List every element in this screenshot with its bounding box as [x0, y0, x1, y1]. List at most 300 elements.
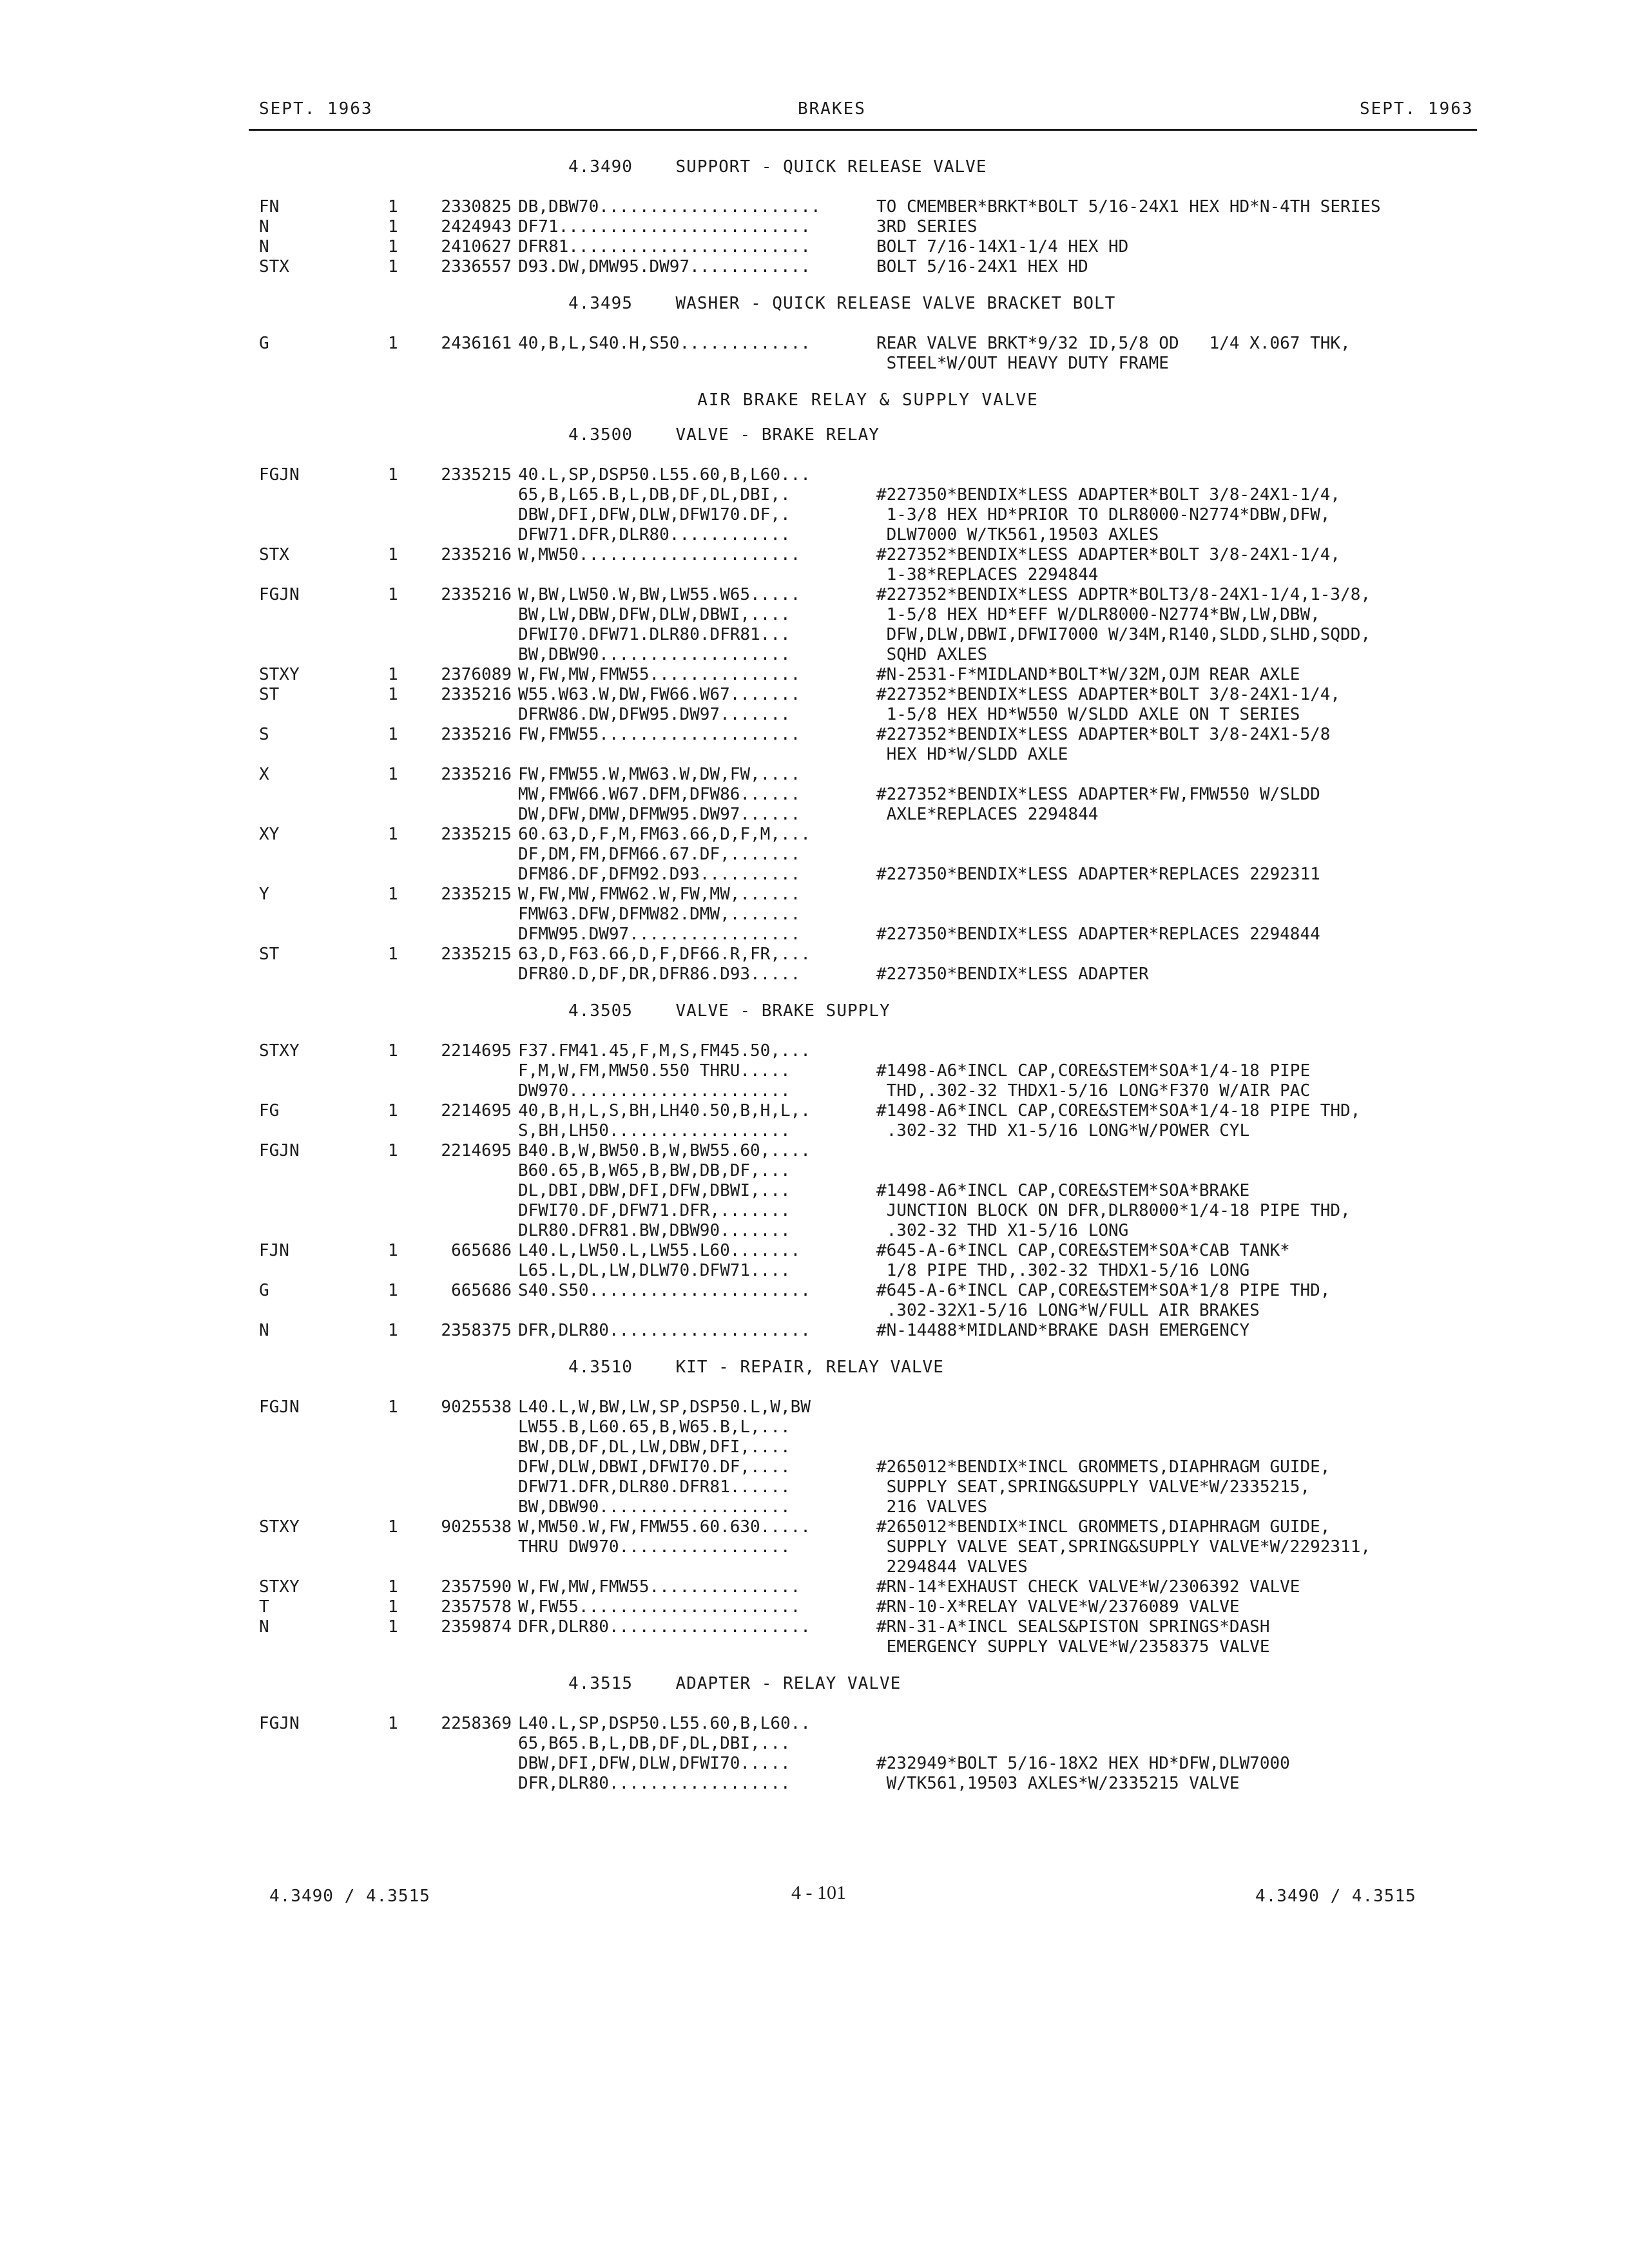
parts-entry: [259, 1617, 1477, 1657]
description-line: HEX HD*W/SLDD AXLE: [876, 745, 1068, 764]
model-line: BW,DB,DF,DL,LW,DBW,DFI,....: [518, 1437, 791, 1457]
section-spacer: [259, 985, 1477, 999]
model-list: [518, 685, 876, 725]
parts-entry: [259, 237, 1477, 257]
series-code: STXY: [259, 1517, 300, 1537]
description-line: 3RD SERIES: [876, 217, 978, 236]
part-description: [876, 825, 1476, 885]
series-code: STXY: [259, 665, 300, 684]
model-list: [518, 1398, 876, 1517]
model-line: DFMW95.DW97.................: [518, 925, 801, 944]
model-line: DFR80.D,DF,DR,DFR86.D93.....: [518, 965, 801, 984]
model-line: L40.L,W,BW,LW,SP,DSP50.L,W,BW: [518, 1398, 811, 1417]
quantity: 1: [388, 334, 398, 353]
model-line: LW55.B,L60.65,B,W65.B,L,...: [518, 1418, 791, 1437]
parts-listing: [259, 155, 1477, 1794]
header-rule: [249, 129, 1477, 131]
series-code: ST: [259, 685, 280, 704]
parts-entry: [259, 685, 1477, 725]
section-heading: 4.3515 ADAPTER - RELAY VALVE: [568, 1674, 901, 1693]
section-spacer: [259, 277, 1477, 291]
description-line: SUPPLY VALVE SEAT,SPRING&SUPPLY VALVE*W/2292311,: [876, 1537, 1371, 1557]
description-line: W/TK561,19503 AXLES*W/2335215 VALVE: [876, 1774, 1240, 1793]
parts-entry: [259, 665, 1477, 685]
part-description: [876, 1321, 1476, 1341]
series-code: T: [259, 1597, 269, 1617]
description-line: THD,.302-32 THDX1-5/16 LONG*F370 W/AIR PAC: [876, 1081, 1311, 1100]
part-number: 2436161: [441, 334, 512, 353]
part-description: [876, 1141, 1476, 1241]
model-line: BW,LW,DBW,DFW,DLW,DBWI,....: [518, 605, 791, 624]
series-code: FGJN: [259, 585, 300, 604]
section-heading: 4.3495 WASHER - QUICK RELEASE VALVE BRACKET BOLT: [568, 294, 1116, 313]
model-line: W,FW,MW,FMW55...............: [518, 1577, 801, 1597]
part-number: 2357578: [441, 1597, 512, 1617]
model-list: [518, 1041, 876, 1101]
section-heading: 4.3505 VALVE - BRAKE SUPPLY: [568, 1001, 891, 1021]
model-line: D93.DW,DMW95.DW97............: [518, 257, 811, 276]
part-number: 2335216: [441, 545, 512, 564]
parts-entry: [259, 945, 1477, 985]
description-line: #227350*BENDIX*LESS ADAPTER*REPLACES 2292311: [876, 865, 1320, 884]
part-description: [876, 1041, 1476, 1101]
model-line: B60.65,B,W65,B,BW,DB,DF,...: [518, 1161, 791, 1180]
part-number: 2214695: [441, 1141, 512, 1160]
part-description: [876, 257, 1476, 277]
description-line: #227350*BENDIX*LESS ADAPTER: [876, 965, 1149, 984]
model-line: DFWI70.DF,DFW71.DFR,.......: [518, 1201, 791, 1220]
series-code: FGJN: [259, 1714, 300, 1733]
part-number: 2258369: [441, 1714, 512, 1733]
description-line: SUPPLY SEAT,SPRING&SUPPLY VALVE*W/2335215,: [876, 1477, 1311, 1497]
part-number: 9025538: [441, 1517, 512, 1537]
quantity: 1: [388, 1714, 398, 1733]
part-number: 2335215: [441, 825, 512, 844]
model-line: W,FW,MW,FMW55...............: [518, 665, 801, 684]
parts-entry: [259, 1321, 1477, 1341]
description-line: STEEL*W/OUT HEAVY DUTY FRAME: [876, 354, 1169, 373]
model-line: DFR,DLR80....................: [518, 1617, 811, 1637]
part-description: [876, 545, 1476, 585]
model-line: 60.63,D,F,M,FM63.66,D,F,M,...: [518, 825, 811, 844]
description-line: #232949*BOLT 5/16-18X2 HEX HD*DFW,DLW7000: [876, 1754, 1290, 1773]
series-code: ST: [259, 945, 280, 964]
model-list: [518, 545, 876, 585]
parts-entry: [259, 1241, 1477, 1281]
parts-entry: [259, 217, 1477, 237]
model-line: 65,B65.B,L,DB,DF,DL,DBI,...: [518, 1734, 791, 1753]
description-line: #RN-14*EXHAUST CHECK VALVE*W/2306392 VALVE: [876, 1577, 1300, 1597]
parts-entry: [259, 1398, 1477, 1517]
part-description: [876, 1714, 1476, 1794]
model-line: BW,DBW90...................: [518, 645, 791, 664]
parts-entry: [259, 465, 1477, 545]
part-number: 2214695: [441, 1041, 512, 1061]
part-number: 2424943: [441, 217, 512, 236]
series-code: STXY: [259, 1041, 300, 1061]
model-line: DBW,DFI,DFW,DLW,DFWI70.....: [518, 1754, 791, 1773]
parts-entry: [259, 1577, 1477, 1597]
parts-entry: [259, 825, 1477, 885]
description-line: BOLT 5/16-24X1 HEX HD: [876, 257, 1088, 276]
model-line: DFW71.DFR,DLR80............: [518, 525, 791, 544]
quantity: 1: [388, 237, 398, 256]
quantity: 1: [388, 465, 398, 485]
description-line: #227352*BENDIX*LESS ADAPTER*BOLT 3/8-24X1-1/4,: [876, 545, 1341, 564]
description-line: [876, 1437, 1476, 1457]
description-line: 1-5/8 HEX HD*W550 W/SLDD AXLE ON T SERIES: [876, 705, 1300, 724]
model-list: [518, 1617, 876, 1657]
model-line: W,MW50......................: [518, 545, 801, 564]
model-list: [518, 257, 876, 277]
description-line: AXLE*REPLACES 2294844: [876, 805, 1099, 824]
description-line: DFW,DLW,DBWI,DFWI7000 W/34M,R140,SLDD,SLHD,SQDD,: [876, 625, 1371, 644]
description-line: [876, 1398, 1476, 1418]
section-heading: 4.3510 KIT - REPAIR, RELAY VALVE: [568, 1358, 944, 1377]
description-line: 2294844 VALVES: [876, 1557, 1028, 1577]
model-list: [518, 665, 876, 685]
quantity: 1: [388, 1281, 398, 1300]
parts-entry: [259, 1597, 1477, 1617]
series-code: STX: [259, 257, 289, 276]
parts-entry: [259, 1281, 1477, 1321]
model-line: DFW71.DFR,DLR80.DFR81......: [518, 1477, 791, 1497]
description-line: #227352*BENDIX*LESS ADPTR*BOLT3/8-24X1-1/4,1-3/8,: [876, 585, 1371, 604]
quantity: 1: [388, 1398, 398, 1417]
part-number: 2335216: [441, 585, 512, 604]
description-line: [876, 1141, 1476, 1161]
description-line: [876, 825, 1476, 845]
series-code: N: [259, 217, 269, 236]
model-line: FW,FMW55.W,MW63.W,DW,FW,....: [518, 765, 801, 784]
series-code: FGJN: [259, 1141, 300, 1160]
model-list: [518, 1101, 876, 1141]
group-heading: AIR BRAKE RELAY & SUPPLY VALVE: [697, 390, 1039, 410]
quantity: 1: [388, 1101, 398, 1120]
description-line: SQHD AXLES: [876, 645, 988, 664]
model-list: [518, 1597, 876, 1617]
parts-entry: [259, 1141, 1477, 1241]
description-line: .302-32 THD X1-5/16 LONG: [876, 1221, 1129, 1240]
section-spacer: [259, 374, 1477, 388]
description-line: [876, 1418, 1476, 1437]
description-line: #1498-A6*INCL CAP,CORE&STEM*SOA*BRAKE: [876, 1181, 1250, 1200]
model-line: F37.FM41.45,F,M,S,FM45.50,...: [518, 1041, 811, 1061]
part-description: [876, 1617, 1476, 1657]
part-number: 2330825: [441, 197, 512, 216]
parts-entry: [259, 1041, 1477, 1101]
part-description: [876, 765, 1476, 825]
section-heading: 4.3500 VALVE - BRAKE RELAY: [568, 425, 880, 445]
part-description: [876, 334, 1476, 374]
model-line: L65.L,DL,LW,DLW70.DFW71....: [518, 1261, 791, 1280]
part-description: [876, 465, 1476, 545]
model-line: W,BW,LW50.W,BW,LW55.W65.....: [518, 585, 801, 604]
part-number: 2410627: [441, 237, 512, 256]
description-line: REAR VALVE BRKT*9/32 ID,5/8 OD 1/4 X.067 THK,: [876, 334, 1351, 353]
series-code: Y: [259, 885, 269, 904]
part-description: [876, 1597, 1476, 1617]
parts-entry: [259, 585, 1477, 665]
model-line: 65,B,L65.B,L,DB,DF,DL,DBI,.: [518, 485, 791, 505]
model-line: 63,D,F63.66,D,F,DF66.R,FR,...: [518, 945, 811, 964]
parts-entry: [259, 885, 1477, 945]
quantity: 1: [388, 585, 398, 604]
description-line: DLW7000 W/TK561,19503 AXLES: [876, 525, 1159, 544]
part-number: 2357590: [441, 1577, 512, 1597]
series-code: S: [259, 725, 269, 744]
parts-entry: [259, 765, 1477, 825]
parts-entry: [259, 725, 1477, 765]
description-line: [876, 1734, 1476, 1754]
part-description: [876, 1241, 1476, 1281]
description-line: [876, 465, 1476, 485]
description-line: [876, 885, 1476, 905]
description-line: #N-14488*MIDLAND*BRAKE DASH EMERGENCY: [876, 1321, 1250, 1340]
model-line: DFR,DLR80..................: [518, 1774, 791, 1793]
series-code: G: [259, 334, 269, 353]
model-line: B40.B,W,BW50.B,W,BW55.60,....: [518, 1141, 811, 1160]
quantity: 1: [388, 1041, 398, 1061]
part-number: 9025538: [441, 1398, 512, 1417]
series-code: FJN: [259, 1241, 289, 1260]
part-number: 2358375: [441, 1321, 512, 1340]
description-line: 1/8 PIPE THD,.302-32 THDX1-5/16 LONG: [876, 1261, 1250, 1280]
model-line: 40.L,SP,DSP50.L55.60,B,L60...: [518, 465, 811, 485]
description-line: [876, 765, 1476, 785]
quantity: 1: [388, 885, 398, 904]
part-number: 2335216: [441, 685, 512, 704]
part-description: [876, 1281, 1476, 1321]
part-number: 2335215: [441, 945, 512, 964]
quantity: 1: [388, 945, 398, 964]
description-line: BOLT 7/16-14X1-1/4 HEX HD: [876, 237, 1129, 256]
series-code: N: [259, 237, 269, 256]
model-line: W55.W63.W,DW,FW66.W67.......: [518, 685, 801, 704]
quantity: 1: [388, 197, 398, 216]
section-spacer: [259, 1341, 1477, 1355]
model-line: DBW,DFI,DFW,DLW,DFW170.DF,.: [518, 505, 791, 524]
model-line: 40,B,H,L,S,BH,LH40.50,B,H,L,.: [518, 1101, 811, 1120]
description-line: [876, 945, 1476, 965]
model-list: [518, 334, 876, 374]
description-line: #227350*BENDIX*LESS ADAPTER*REPLACES 2294844: [876, 925, 1320, 944]
part-number: 2336557: [441, 257, 512, 276]
description-line: 1-5/8 HEX HD*EFF W/DLR8000-N2774*BW,LW,DBW,: [876, 605, 1320, 624]
model-line: L40.L,SP,DSP50.L55.60,B,L60..: [518, 1714, 811, 1733]
part-number: 2214695: [441, 1101, 512, 1120]
model-line: DL,DBI,DBW,DFI,DFW,DBWI,...: [518, 1181, 791, 1200]
description-line: [876, 1714, 1476, 1734]
model-list: [518, 765, 876, 825]
description-line: #RN-31-A*INCL SEALS&PISTON SPRINGS*DASH: [876, 1617, 1270, 1637]
description-line: #227352*BENDIX*LESS ADAPTER*FW,FMW550 W/SLDD: [876, 785, 1320, 804]
model-line: DFR,DLR80....................: [518, 1321, 811, 1340]
header-left-date: SEPT. 1963: [259, 99, 373, 119]
series-code: FGJN: [259, 465, 300, 485]
description-line: #265012*BENDIX*INCL GROMMETS,DIAPHRAGM GUIDE,: [876, 1517, 1331, 1537]
model-list: [518, 945, 876, 985]
quantity: 1: [388, 825, 398, 844]
model-list: [518, 237, 876, 257]
parts-entry: [259, 1101, 1477, 1141]
description-line: #227352*BENDIX*LESS ADAPTER*BOLT 3/8-24X1-5/8: [876, 725, 1331, 744]
model-line: S,BH,LH50..................: [518, 1121, 791, 1140]
part-description: [876, 197, 1476, 217]
model-line: DW970......................: [518, 1081, 791, 1100]
part-description: [876, 237, 1476, 257]
description-line: .302-32X1-5/16 LONG*W/FULL AIR BRAKES: [876, 1301, 1260, 1320]
part-description: [876, 945, 1476, 985]
part-description: [876, 725, 1476, 765]
quantity: 1: [388, 545, 398, 564]
description-line: #N-2531-F*MIDLAND*BOLT*W/32M,OJM REAR AXLE: [876, 665, 1300, 684]
model-line: DW,DFW,DMW,DFMW95.DW97......: [518, 805, 801, 824]
description-line: #1498-A6*INCL CAP,CORE&STEM*SOA*1/4-18 PIPE: [876, 1061, 1311, 1081]
model-line: S40.S50......................: [518, 1281, 811, 1300]
part-number: 2335215: [441, 465, 512, 485]
model-line: W,FW55......................: [518, 1597, 801, 1617]
model-line: THRU DW970.................: [518, 1537, 791, 1557]
parts-entry: [259, 197, 1477, 217]
parts-entry: [259, 545, 1477, 585]
quantity: 1: [388, 1577, 398, 1597]
model-line: W,FW,MW,FMW62.W,FW,MW,......: [518, 885, 801, 904]
part-description: [876, 217, 1476, 237]
series-code: STX: [259, 545, 289, 564]
section-spacer: [259, 1657, 1477, 1671]
description-line: TO CMEMBER*BRKT*BOLT 5/16-24X1 HEX HD*N-4TH SERIES: [876, 197, 1381, 216]
part-number: 665686: [451, 1241, 512, 1260]
description-line: .302-32 THD X1-5/16 LONG*W/POWER CYL: [876, 1121, 1250, 1140]
header-section-title: BRAKES: [798, 99, 866, 119]
model-list: [518, 1141, 876, 1241]
part-number: 665686: [451, 1281, 512, 1300]
series-code: FGJN: [259, 1398, 300, 1417]
page-number: 4 - 101: [791, 1882, 846, 1903]
description-line: [876, 905, 1476, 925]
model-line: DFR81........................: [518, 237, 811, 256]
series-code: STXY: [259, 1577, 300, 1597]
model-list: [518, 1517, 876, 1577]
model-line: BW,DBW90...................: [518, 1497, 791, 1517]
model-line: DB,DBW70......................: [518, 197, 821, 216]
description-line: JUNCTION BLOCK ON DFR,DLR8000*1/4-18 PIPE THD,: [876, 1201, 1351, 1220]
model-line: DLR80.DFR81.BW,DBW90.......: [518, 1221, 791, 1240]
series-code: G: [259, 1281, 269, 1300]
description-line: #1498-A6*INCL CAP,CORE&STEM*SOA*1/4-18 PIPE THD,: [876, 1101, 1361, 1120]
part-description: [876, 685, 1476, 725]
part-number: 2335215: [441, 885, 512, 904]
model-line: 40,B,L,S40.H,S50.............: [518, 334, 811, 353]
parts-entry: [259, 1517, 1477, 1577]
footer-left-range: 4.3490 / 4.3515: [269, 1887, 430, 1906]
series-code: N: [259, 1617, 269, 1637]
model-line: DFW,DLW,DBWI,DFWI70.DF,....: [518, 1457, 791, 1477]
parts-entry: [259, 334, 1477, 374]
description-line: EMERGENCY SUPPLY VALVE*W/2358375 VALVE: [876, 1637, 1270, 1657]
model-list: [518, 465, 876, 545]
series-code: FG: [259, 1101, 280, 1120]
model-list: [518, 1241, 876, 1281]
part-description: [876, 585, 1476, 665]
section-heading: 4.3490 SUPPORT - QUICK RELEASE VALVE: [568, 157, 987, 177]
part-description: [876, 1577, 1476, 1597]
part-description: [876, 665, 1476, 685]
model-line: F,M,W,FM,MW50.550 THRU.....: [518, 1061, 791, 1081]
description-line: #RN-10-X*RELAY VALVE*W/2376089 VALVE: [876, 1597, 1240, 1617]
model-list: [518, 1714, 876, 1794]
description-line: #265012*BENDIX*INCL GROMMETS,DIAPHRAGM GUIDE,: [876, 1457, 1331, 1477]
model-line: MW,FMW66.W67.DFM,DFW86......: [518, 785, 801, 804]
model-list: [518, 217, 876, 237]
part-description: [876, 885, 1476, 945]
quantity: 1: [388, 217, 398, 236]
description-line: 1-38*REPLACES 2294844: [876, 565, 1099, 584]
model-list: [518, 725, 876, 765]
description-line: #227352*BENDIX*LESS ADAPTER*BOLT 3/8-24X1-1/4,: [876, 685, 1341, 704]
series-code: N: [259, 1321, 269, 1340]
quantity: 1: [388, 1617, 398, 1637]
series-code: X: [259, 765, 269, 784]
quantity: 1: [388, 665, 398, 684]
description-line: 216 VALVES: [876, 1497, 988, 1517]
description-line: #645-A-6*INCL CAP,CORE&STEM*SOA*CAB TANK*: [876, 1241, 1290, 1260]
model-list: [518, 1281, 876, 1321]
description-line: [876, 1161, 1476, 1181]
part-description: [876, 1398, 1476, 1517]
model-list: [518, 885, 876, 945]
part-number: 2359874: [441, 1617, 512, 1637]
description-line: #227350*BENDIX*LESS ADAPTER*BOLT 3/8-24X1-1/4,: [876, 485, 1341, 505]
model-line: L40.L,LW50.L,LW55.L60.......: [518, 1241, 801, 1260]
parts-entry: [259, 257, 1477, 277]
part-description: [876, 1517, 1476, 1577]
series-code: XY: [259, 825, 280, 844]
quantity: 1: [388, 685, 398, 704]
part-number: 2335216: [441, 765, 512, 784]
model-line: DF71.........................: [518, 217, 811, 236]
part-number: 2335216: [441, 725, 512, 744]
model-list: [518, 197, 876, 217]
model-line: DFRW86.DW,DFW95.DW97.......: [518, 705, 791, 724]
model-list: [518, 1577, 876, 1597]
part-number: 2376089: [441, 665, 512, 684]
model-line: FW,FMW55....................: [518, 725, 801, 744]
quantity: 1: [388, 1241, 398, 1260]
parts-entry: [259, 1714, 1477, 1794]
description-line: #645-A-6*INCL CAP,CORE&STEM*SOA*1/8 PIPE THD,: [876, 1281, 1331, 1300]
quantity: 1: [388, 725, 398, 744]
quantity: 1: [388, 1597, 398, 1617]
series-code: FN: [259, 197, 280, 216]
part-description: [876, 1101, 1476, 1141]
model-list: [518, 825, 876, 885]
model-line: DF,DM,FM,DFM66.67.DF,.......: [518, 845, 801, 864]
quantity: 1: [388, 1141, 398, 1160]
header-right-date: SEPT. 1963: [1360, 99, 1474, 119]
model-line: FMW63.DFW,DFMW82.DMW,.......: [518, 905, 801, 924]
footer-right-range: 4.3490 / 4.3515: [1255, 1887, 1416, 1906]
quantity: 1: [388, 257, 398, 276]
quantity: 1: [388, 1517, 398, 1537]
model-list: [518, 1321, 876, 1341]
model-line: DFWI70.DFW71.DLR80.DFR81...: [518, 625, 791, 644]
description-line: [876, 1041, 1476, 1061]
model-line: DFM86.DF,DFM92.D93..........: [518, 865, 801, 884]
quantity: 1: [388, 765, 398, 784]
model-list: [518, 585, 876, 665]
